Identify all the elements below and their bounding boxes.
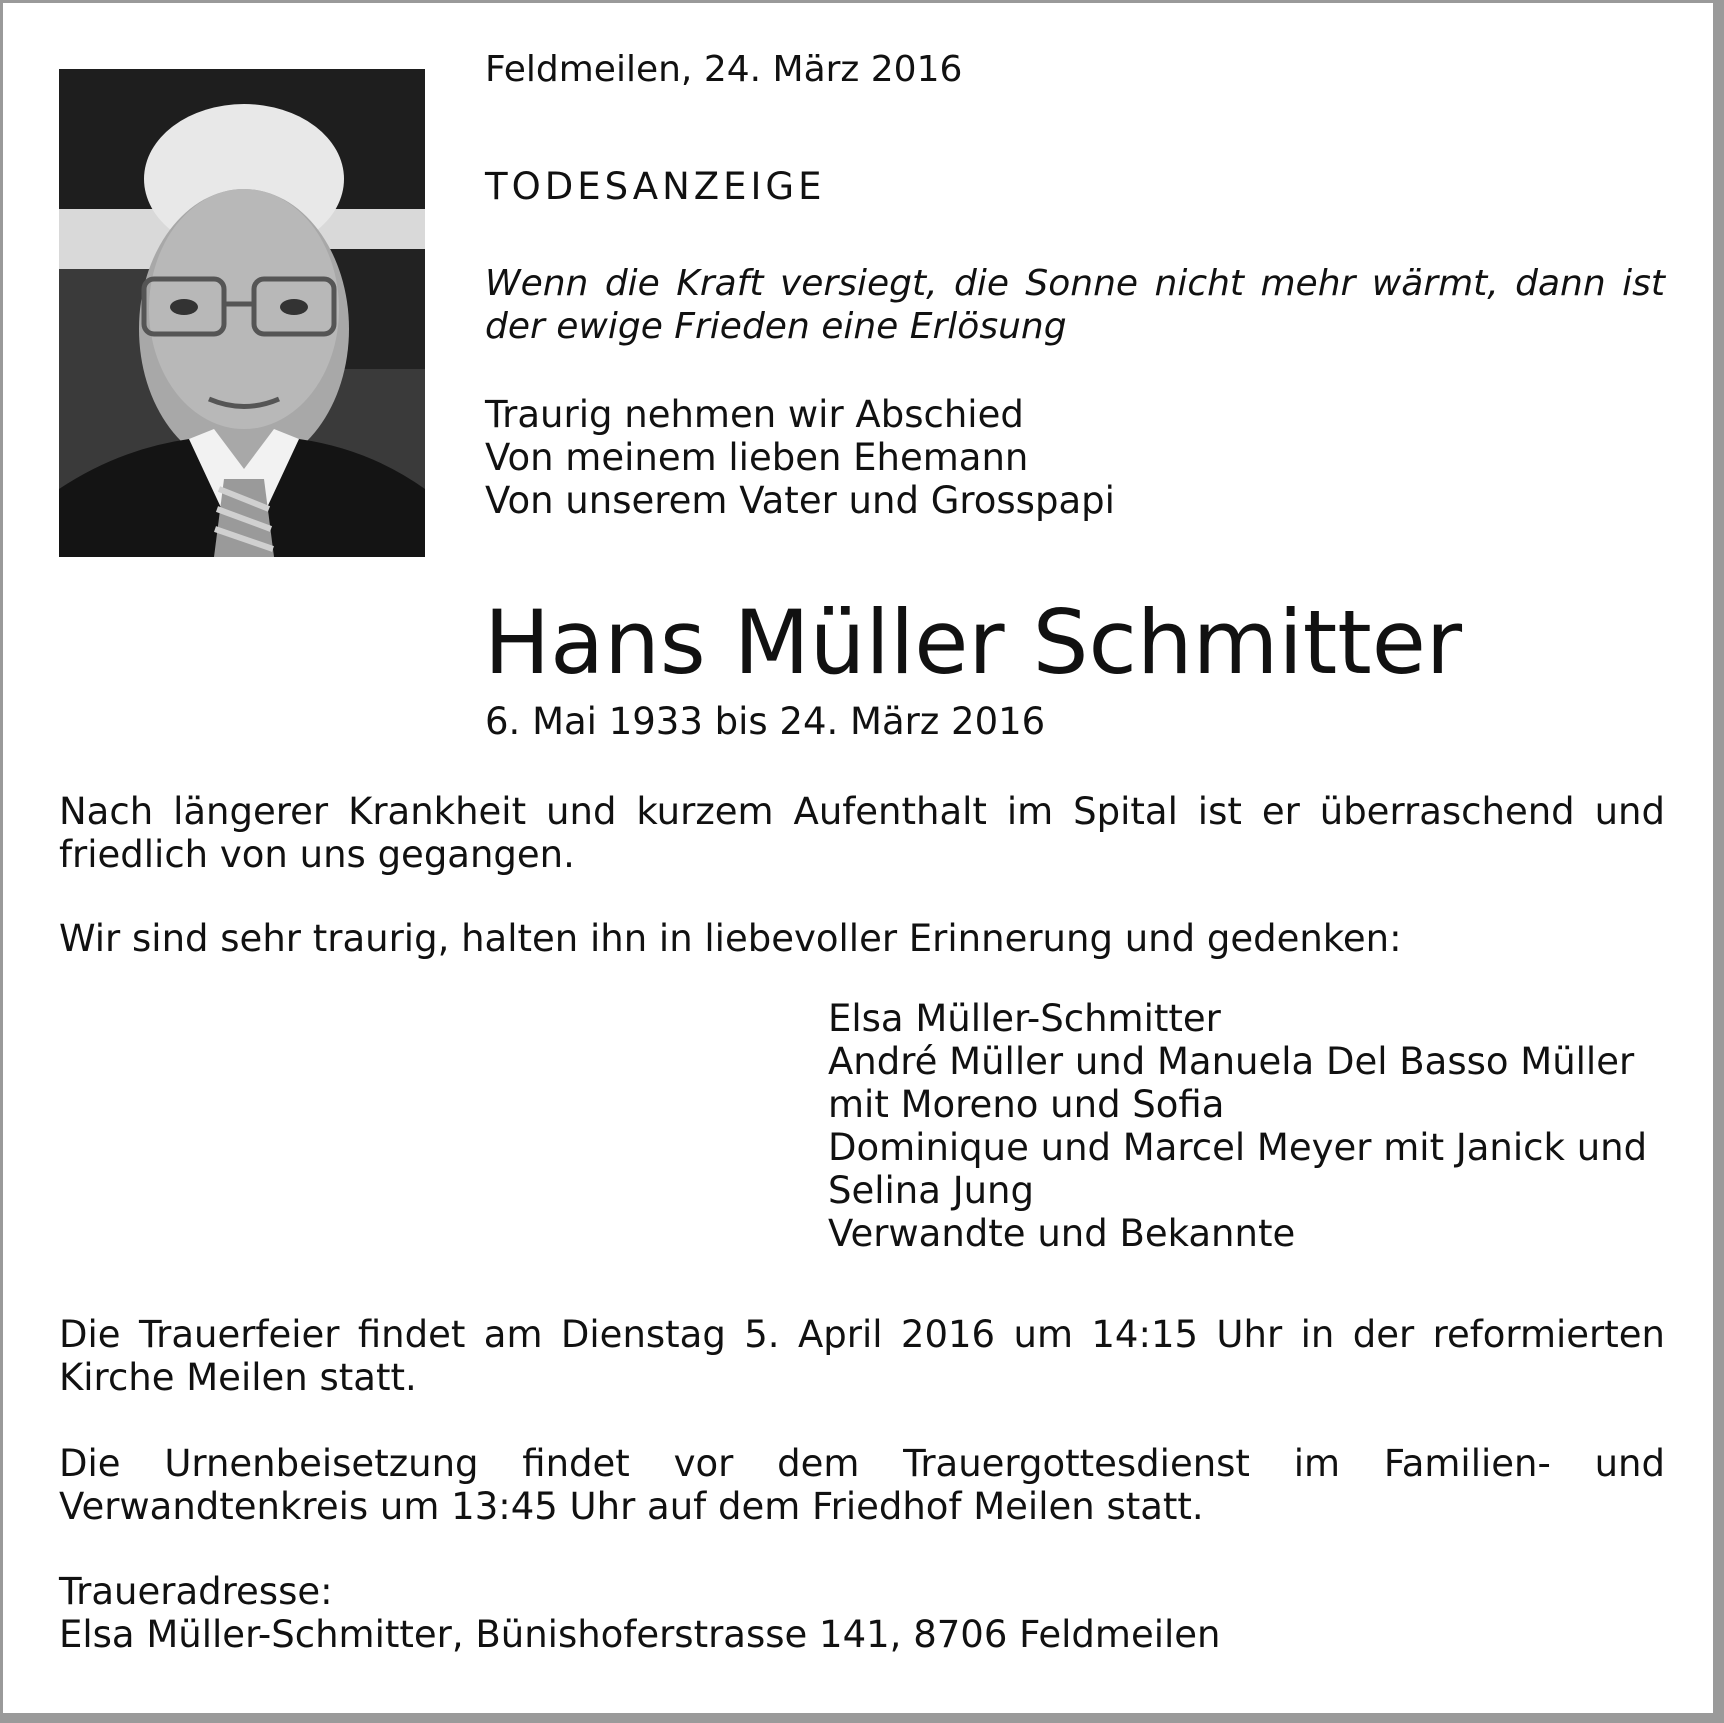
mourning-address <box>59 1570 1221 1656</box>
place-date: Feldmeilen, 24. März 2016 <box>485 49 963 90</box>
funeral-info: Die Trauerfeier findet am Dienstag 5. April 2016 um 14:15 Uhr in der reformierten Kirche Meilen statt. <box>59 1313 1665 1399</box>
mourner-line: André Müller und Manuela Del Basso Müller <box>828 1040 1635 1083</box>
mourner-line: Verwandte und Bekannte <box>828 1212 1296 1255</box>
mourner-line: Elsa Müller-Schmitter <box>828 997 1221 1040</box>
body-paragraph: Wir sind sehr traurig, halten ihn in liebevoller Erinnerung und gedenken: <box>59 917 1402 960</box>
mourner-line: mit Moreno und Sofia <box>828 1083 1225 1126</box>
farewell-line: Traurig nehmen wir Abschied <box>485 393 1024 436</box>
farewell-line: Von meinem lieben Ehemann <box>485 436 1029 479</box>
notice-title: TODESANZEIGE <box>485 165 826 208</box>
address-label: Traueradresse: <box>59 1570 333 1613</box>
deceased-name: Hans Müller Schmitter <box>484 591 1463 694</box>
mourners-list <box>828 997 1647 1255</box>
address-value: Elsa Müller-Schmitter, Bünishoferstrasse 141, 8706 Feldmeilen <box>59 1613 1221 1656</box>
mourner-line: Dominique und Marcel Meyer mit Janick und <box>828 1126 1648 1169</box>
farewell-line: Von unserem Vater und Grosspapi <box>485 479 1115 522</box>
mourner-line: Selina Jung <box>828 1169 1034 1212</box>
portrait-photo <box>59 69 425 557</box>
body-paragraph: Nach längerer Krankheit und kurzem Aufenthalt im Spital ist er überraschend und friedlich von uns gegangen. <box>59 790 1665 876</box>
memorial-quote: Wenn die Kraft versiegt, die Sonne nicht mehr wärmt, dann ist der ewige Frieden eine Erlösung <box>485 263 1665 347</box>
farewell-lines <box>485 393 1115 522</box>
lifespan: 6. Mai 1933 bis 24. März 2016 <box>485 700 1046 743</box>
burial-info: Die Urnenbeisetzung findet vor dem Trauergottesdienst im Familien- und Verwandtenkreis um 13:45 Uhr auf dem Friedhof Meilen statt. <box>59 1442 1665 1528</box>
